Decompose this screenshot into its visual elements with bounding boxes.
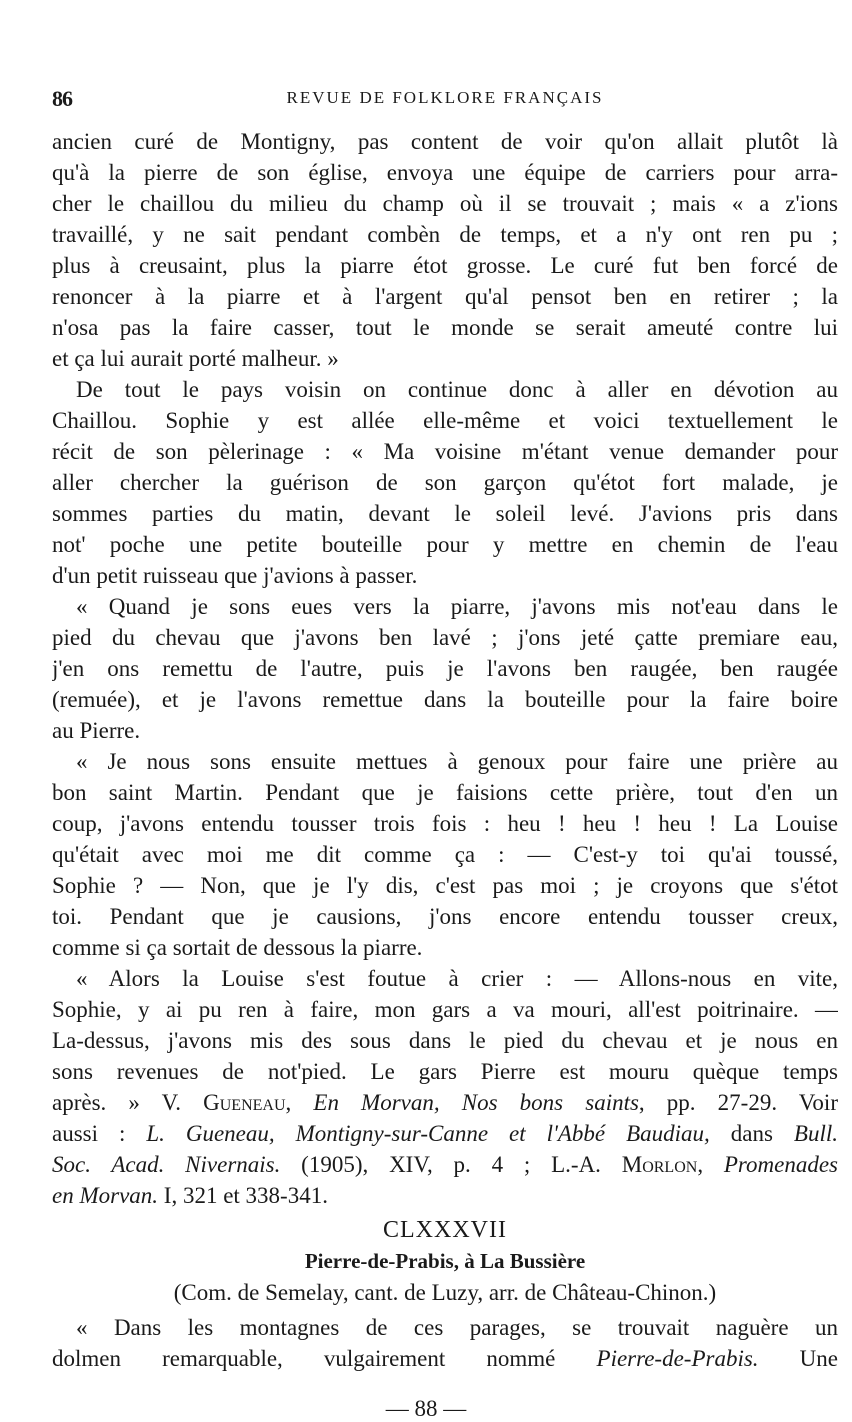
- section-number: CLXXXVII: [383, 1217, 507, 1243]
- text-span: I, 321 et 338-341.: [158, 1183, 328, 1208]
- text-span: , pp. 27-29. Voir: [638, 1090, 838, 1115]
- text-line: d'un petit ruisseau que j'avions à passer.: [52, 563, 418, 588]
- text-span: (1905), XIV, p. 4 ; L.-A.: [280, 1152, 622, 1177]
- section-title: Pierre-de-Prabis, à La Bussière: [304, 1249, 586, 1273]
- text-line: Chaillou. Sophie y est allée elle-même et voici textuellement le: [52, 408, 838, 433]
- paragraph-5: [52, 963, 838, 1211]
- text-line: qu'à la pierre de son église, envoya une équipe de carriers pour arra-: [52, 160, 838, 185]
- journal-title: Bull.: [793, 1121, 838, 1146]
- text-line: coup, j'avons entendu tousser trois fois : heu ! heu ! heu ! La Louise: [52, 811, 838, 836]
- author-name: Gueneau: [203, 1090, 286, 1115]
- text-span: après. » V.: [52, 1090, 204, 1115]
- text-line: n'osa pas la faire casser, tout le monde se serait ameuté contre lui: [52, 315, 838, 340]
- text-line: [52, 1343, 838, 1374]
- section-location: (Com. de Semelay, cant. de Luzy, arr. de Château-Chinon.): [173, 1280, 717, 1305]
- paragraph-6: [52, 1312, 838, 1374]
- text-line: bon saint Martin. Pendant que je faisions cette prière, tout d'en un: [52, 780, 838, 805]
- text-span: ,: [285, 1090, 314, 1115]
- text-line: cher le chaillou du milieu du champ où il se trouvait ; mais « a z'ions: [52, 191, 838, 216]
- text-line: travaillé, y ne sait pendant combèn de temps, et a n'y ont ren pu ;: [52, 222, 838, 247]
- text-line: au Pierre.: [52, 718, 141, 743]
- header-page-mark: 86: [52, 86, 72, 111]
- text-line: Sophie ? — Non, que je l'y dis, c'est pas moi ; je croyons que s'étot: [52, 873, 838, 898]
- text-line: sommes parties du matin, devant le soleil levé. J'avions pris dans: [52, 501, 838, 526]
- text-line: not' poche une petite bouteille pour y mettre en chemin de l'eau: [52, 532, 838, 557]
- running-title: REVUE DE FOLKLORE FRANÇAIS: [286, 88, 604, 107]
- text-line: « Dans les montagnes de ces parages, se trouvait naguère un: [76, 1315, 838, 1340]
- citation-line: [52, 1149, 838, 1180]
- journal-title: Soc. Acad. Nivernais.: [52, 1152, 281, 1177]
- text-span: dolmen remarquable, vulgairement nommé: [52, 1346, 597, 1371]
- text-line: « Alors la Louise s'est foutue à crier : — Allons-nous en vite,: [76, 966, 838, 991]
- text-line: ancien curé de Montigny, pas content de voir qu'on allait plutôt là: [52, 129, 838, 154]
- book-title: en Morvan.: [52, 1183, 159, 1208]
- text-line: j'en ons remettu de l'autre, puis je l'avons ben raugée, ben raugée: [52, 656, 838, 681]
- paragraph-3: [52, 591, 838, 746]
- book-title: Promenades: [723, 1152, 838, 1177]
- text-line: renoncer à la piarre et à l'argent qu'al pensot ben en retirer ; la: [52, 284, 838, 309]
- text-span: dans: [709, 1121, 794, 1146]
- paragraph-1: [52, 126, 838, 374]
- text-line: toi. Pendant que je causions, j'ons encore entendu tousser creux,: [52, 904, 838, 929]
- text-line: et ça lui aurait porté malheur. »: [52, 346, 339, 371]
- text-line: sons revenues de not'pied. Le gars Pierre est mouru quèque temps: [52, 1059, 838, 1084]
- citation-line: [52, 1180, 838, 1211]
- text-span: ,: [697, 1152, 724, 1177]
- text-line: plus à creusaint, plus la piarre étot grosse. Le curé fut ben forcé de: [52, 253, 838, 278]
- author-name: Morlon: [621, 1152, 698, 1177]
- text-line: pied du chevau que j'avons ben lavé ; j'ons jeté çatte premiare eau,: [52, 625, 838, 650]
- text-span: Une: [758, 1346, 838, 1371]
- text-line: comme si ça sortait de dessous la piarre.: [52, 935, 423, 960]
- text-line: qu'était avec moi me dit comme ça : — C'est-y toi qu'ai toussé,: [52, 842, 838, 867]
- reference-title: L. Gueneau, Montigny-sur-Canne et l'Abbé Baudiau,: [146, 1121, 710, 1146]
- page-header: [52, 86, 838, 114]
- text-line: récit de son pèlerinage : « Ma voisine m'étant venue demander pour: [52, 439, 838, 464]
- citation-line: [52, 1118, 838, 1149]
- text-span: aussi :: [52, 1121, 147, 1146]
- body-text: [52, 126, 838, 1374]
- text-line: (remuée), et je l'avons remettue dans la bouteille pour la faire boire: [52, 687, 838, 712]
- text-line: « Quand je sons eues vers la piarre, j'avons mis not'eau dans le: [76, 594, 838, 619]
- paragraph-2: [52, 374, 838, 591]
- text-line: La-dessus, j'avons mis des sous dans le pied du chevau et je nous en: [52, 1028, 838, 1053]
- paragraph-4: [52, 746, 838, 963]
- monument-name: Pierre-de-Prabis.: [596, 1346, 759, 1371]
- book-title: En Morvan, Nos bons saints: [313, 1090, 639, 1115]
- page-number: — 88 —: [385, 1396, 467, 1421]
- citation-line: [52, 1087, 838, 1118]
- text-line: aller chercher la guérison de son garçon qu'étot fort malade, je: [52, 470, 838, 495]
- text-line: « Je nous sons ensuite mettues à genoux pour faire une prière au: [76, 749, 838, 774]
- text-line: Sophie, y ai pu ren à faire, mon gars a va mouri, all'est poitrinaire. —: [52, 997, 838, 1022]
- text-line: De tout le pays voisin on continue donc à aller en dévotion au: [76, 377, 838, 402]
